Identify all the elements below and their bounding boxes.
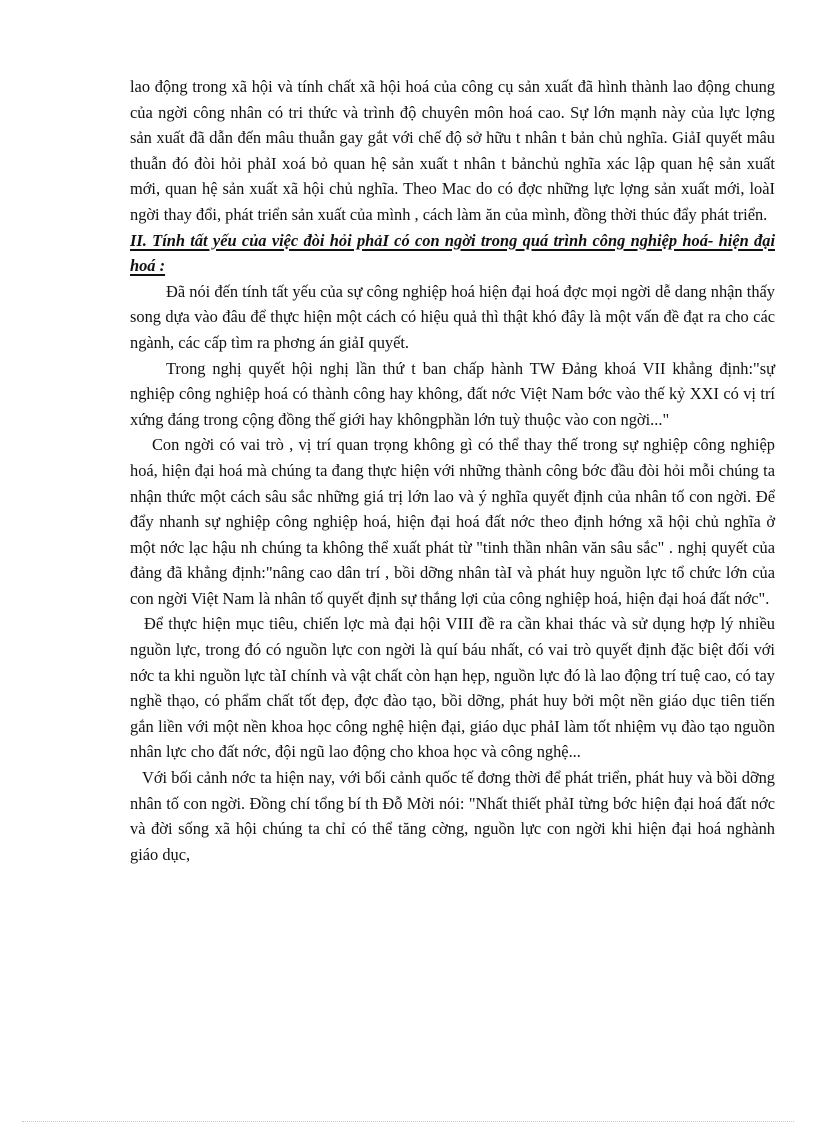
paragraph-human-role: Con ngời có vai trò , vị trí quan trọng không gì có thể thay thế trong sự nghiệp công nghiệp hoá, hiện đại hoá mà chúng ta đang thực hiện với những thành công bớc đầu đòi hỏi mỗi chúng ta nhận thức một cách sâu sắc những giá trị lớn lao và ý nghĩa quyết định của nhân tố con ngời. Để đẩy nhanh sự nghiệp công nghiệp hoá, hiện đại hoá đất nớc theo định hớng xã hội chủ nghĩa ở một nớc lạc hậu nh chúng ta không thể xuất phát từ "tinh thần nhân văn sâu sắc" . nghị quyết của đảng đã khẳng định:"nâng cao dân trí , bồi dỡng nhân tàI và phát huy nguồn lực tổ chức lớn của con ngời Việt Nam là nhân tố quyết định sự thắng lợi của công nghiệp hoá, hiện đại hoá đất nớc". (130, 435, 775, 608)
section-heading: II. Tính tất yếu của việc đòi hỏi phảI có con ngời trong quá trình công nghiệp hoá- hiện đại hoá : (130, 230, 775, 276)
paragraph-continuation: lao động trong xã hội và tính chất xã hội hoá của công cụ sản xuất đã hình thành lao động chung của ngời công nhân có tri thức và trình độ chuyên môn hoá cao. Sự lớn mạnh này của lực lợng sản xuất đã dẫn đến mâu thuẫn gay gắt với chế độ sở hữu t nhân t bản chủ nghĩa. GiảI quyết mâu thuẫn đó đòi hỏi phảI xoá bỏ quan hệ sản xuất t nhân t bảnchủ nghĩa xác lập quan hệ sản xuất mới, quan hệ sản xuất xã hội chủ nghĩa. Theo Mac do có đợc những lực lợng sản xuất mới, loàI ngời thay đổi, phát triển sản xuất của mình , cách làm ăn của mình, đồng thời thúc đẩy phát triển. (130, 77, 775, 224)
paragraph-strategy: Để thực hiện mục tiêu, chiến lợc mà đại hội VIII đề ra cần khai thác và sử dụng hợp lý nhiều nguồn lực, trong đó có nguồn lực con ngời là quí báu nhất, có vai trò quyết định đặc biệt đối với nớc ta khi nguồn lực tàI chính và vật chất còn hạn hẹp, nguồn lực đó là lao động trí tuệ cao, có tay nghề thạo, có phẩm chất tốt đẹp, đợc đào tạo, bồi dỡng, phát huy bởi một nền giáo dục tiên tiến gắn liền với một nền khoa học công nghệ hiện đại, giáo dục phảI làm tốt nhiệm vụ đào tạo nguồn nhân lực cho đất nớc, đội ngũ lao động cho khoa học và công nghệ... (130, 614, 775, 762)
page-body (130, 74, 775, 867)
page-bottom-rule (22, 1121, 794, 1122)
paragraph-inevitability: Đã nói đến tính tất yếu của sự công nghiệp hoá hiện đại hoá đợc mọi ngời dễ dang nhận thấy song dựa vào đâu để thực hiện một cách có hiệu quả thì thật khó đây là một vấn đề đạt ra cho các ngành, các cấp tìm ra phơng án giảI quyết. (130, 281, 775, 352)
paragraph-context: Với bối cảnh nớc ta hiện nay, với bối cảnh quốc tế đơng thời để phát triển, phát huy và bồi dỡng nhân tố con ngời. Đồng chí tổng bí th Đỗ Mời nói: "Nhất thiết phảI từng bớc hiện đại hoá đất nớc và đời sống xã hội chúng ta chỉ có thể tăng cờng, nguồn lực con ngời khi hiện đại hoá nghành giáo dục, (130, 768, 775, 864)
paragraph-resolution-quote: Trong nghị quyết hội nghị lần thứ t ban chấp hành TW Đảng khoá VII khẳng định:"sự nghiệp công nghiệp hoá có thành công hay không, đất nớc Việt Nam bớc vào thế kỷ XXI có vị trí xứng đáng trong cộng đồng thế giới hay khôngphần lớn tuỳ thuộc vào con ngời..." (130, 358, 775, 429)
